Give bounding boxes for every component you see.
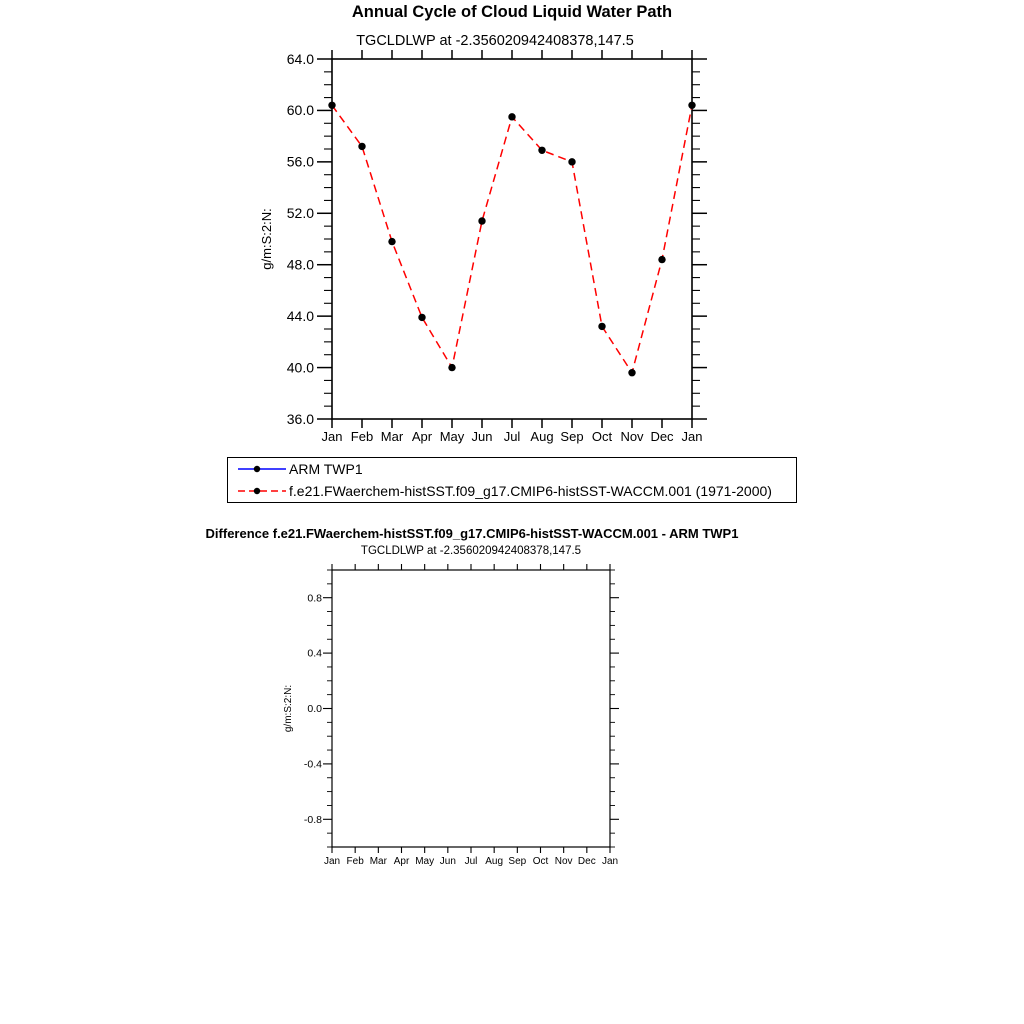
- y-tick-label: 56.0: [286, 153, 314, 170]
- x-tick-label: Jan: [601, 856, 619, 867]
- y-tick-label: -0.4: [303, 758, 322, 771]
- y-tick-label: 0.8: [307, 592, 322, 605]
- data-point: [418, 314, 425, 321]
- x-tick-label: Jun: [439, 856, 456, 867]
- x-tick-label: Aug: [485, 856, 504, 867]
- y-tick-label: 44.0: [286, 307, 314, 324]
- x-tick-label: Apr: [393, 856, 410, 867]
- series-line: [332, 105, 692, 372]
- data-point: [328, 102, 335, 109]
- y-tick-label: 0.4: [307, 647, 322, 660]
- data-point: [388, 238, 395, 245]
- x-tick-label: May: [439, 429, 465, 444]
- y-axis-label: g/m:S:2:N:: [259, 208, 274, 270]
- data-point: [568, 158, 575, 165]
- x-tick-label: Apr: [411, 429, 433, 444]
- legend-label-obs: ARM TWP1: [289, 461, 363, 477]
- legend-entry-obs: [237, 458, 796, 480]
- data-point: [508, 113, 515, 120]
- y-tick-label: 36.0: [286, 410, 314, 427]
- y-tick-label: 0.0: [307, 703, 322, 716]
- x-tick-label: May: [415, 856, 435, 867]
- x-tick-label: Jun: [471, 429, 493, 444]
- chart1-subtitle: TGCLDLWP at -2.356020942408378,147.5: [356, 33, 634, 49]
- y-axis-label: g/m:S:2:N:: [283, 684, 294, 733]
- data-point: [478, 217, 485, 224]
- y-tick-label: 60.0: [286, 102, 314, 119]
- x-tick-label: Mar: [369, 856, 387, 867]
- chart2-subtitle: TGCLDLWP at -2.356020942408378,147.5: [360, 545, 582, 557]
- data-point: [448, 364, 455, 371]
- y-tick-label: 52.0: [286, 205, 314, 222]
- x-tick-label: Dec: [577, 856, 596, 867]
- chart2-title: Difference f.e21.FWaerchem-histSST.f09_g17.CMIP6-histSST-WACCM.001 - ARM TWP1: [205, 526, 739, 541]
- x-tick-label: Jul: [464, 856, 478, 867]
- x-tick-label: Mar: [380, 429, 404, 444]
- legend-marker-dot: [254, 488, 260, 494]
- legend-line-sample-dashed: [237, 485, 287, 497]
- y-tick-label: -0.8: [303, 813, 322, 826]
- legend-label-model: f.e21.FWaerchem-histSST.f09_g17.CMIP6-histSST-WACCM.001 (1971-2000): [289, 483, 772, 499]
- y-tick-label: 48.0: [286, 256, 314, 273]
- plot-frame: [332, 59, 692, 419]
- data-point: [628, 369, 635, 376]
- x-tick-label: Oct: [591, 429, 613, 444]
- x-tick-label: Sep: [560, 429, 584, 444]
- x-tick-label: Nov: [620, 429, 644, 444]
- x-tick-label: Aug: [530, 429, 554, 444]
- x-tick-label: Feb: [350, 429, 374, 444]
- y-tick-label: 64.0: [286, 50, 314, 67]
- legend: [227, 457, 797, 503]
- x-tick-label: Oct: [532, 856, 549, 867]
- x-tick-label: Dec: [650, 429, 674, 444]
- x-tick-label: Jul: [503, 429, 521, 444]
- data-point: [688, 102, 695, 109]
- data-point: [358, 143, 365, 150]
- y-tick-label: 40.0: [286, 359, 314, 376]
- x-tick-label: Jan: [323, 856, 341, 867]
- data-point: [658, 256, 665, 263]
- x-tick-label: Jan: [321, 429, 343, 444]
- x-tick-label: Feb: [346, 856, 364, 867]
- x-tick-label: Jan: [681, 429, 703, 444]
- plot-frame: [332, 570, 610, 847]
- legend-marker-dot: [254, 466, 260, 472]
- x-tick-label: Sep: [508, 856, 527, 867]
- legend-line-sample-solid: [237, 463, 287, 475]
- legend-entry-model: [237, 480, 796, 502]
- data-point: [538, 147, 545, 154]
- chart1-title: Annual Cycle of Cloud Liquid Water Path: [351, 3, 673, 21]
- data-point: [598, 323, 605, 330]
- x-tick-label: Nov: [554, 856, 573, 867]
